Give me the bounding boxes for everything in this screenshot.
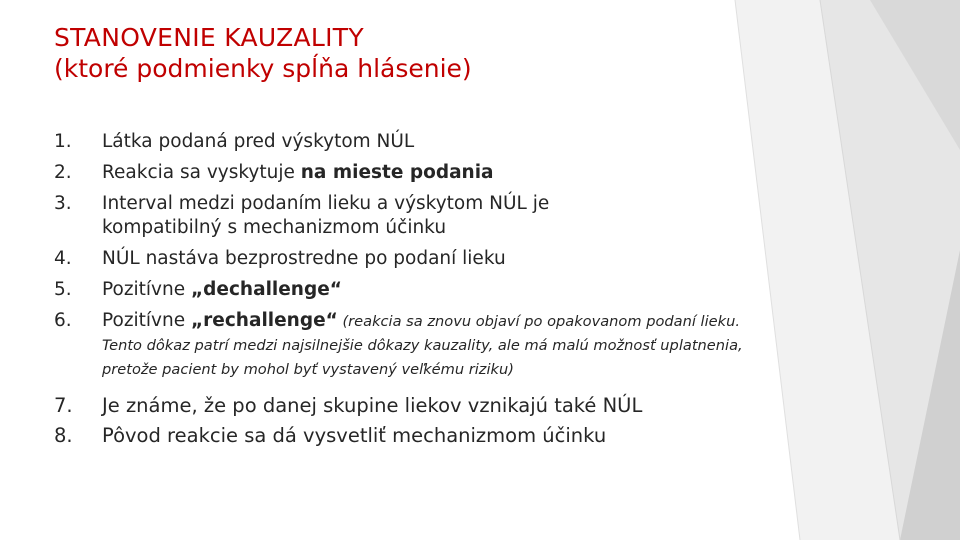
list-item bbox=[54, 192, 754, 240]
item-text: Interval medzi podaním lieku a výskytom NÚL je kompatibilný s mechanizmom účinku bbox=[102, 193, 550, 238]
item-number: 3. bbox=[54, 193, 72, 214]
item-text-bold: „rechallenge“ bbox=[191, 310, 338, 331]
item-number: 1. bbox=[54, 131, 72, 152]
item-text bbox=[102, 161, 754, 185]
item-number: 8. bbox=[54, 424, 73, 447]
item-text: Je známe, že po danej skupine liekov vznikajú také NÚL bbox=[102, 394, 643, 417]
list-item bbox=[54, 130, 754, 154]
item-text-bold: na mieste podania bbox=[300, 162, 494, 183]
item-text: Látka podaná pred výskytom NÚL bbox=[102, 131, 415, 152]
item-number: 2. bbox=[54, 162, 72, 183]
list-item bbox=[54, 393, 754, 419]
item-number: 6. bbox=[54, 310, 72, 331]
item-text bbox=[102, 309, 754, 381]
list-item bbox=[54, 278, 754, 302]
item-text-plain: Pozitívne bbox=[102, 279, 191, 300]
list-item bbox=[54, 161, 754, 185]
item-text: NÚL nastáva bezprostredne po podaní lieku bbox=[102, 248, 506, 269]
item-text: Pôvod reakcie sa dá vysvetliť mechanizmom účinku bbox=[102, 424, 607, 447]
slide-title bbox=[54, 22, 472, 84]
item-number: 4. bbox=[54, 248, 72, 269]
list-item bbox=[54, 247, 754, 271]
list-item bbox=[54, 423, 754, 449]
item-text-bold: „dechallenge“ bbox=[191, 279, 342, 300]
title-line-1: STANOVENIE KAUZALITY bbox=[54, 23, 364, 52]
item-number: 7. bbox=[54, 394, 73, 417]
item-number: 5. bbox=[54, 279, 72, 300]
list-item bbox=[54, 309, 754, 381]
item-text bbox=[102, 278, 754, 302]
title-line-2: (ktoré podmienky spĺňa hlásenie) bbox=[54, 54, 472, 83]
item-text-plain: Pozitívne bbox=[102, 310, 191, 331]
criteria-list bbox=[54, 130, 754, 453]
item-note: (reakcia sa znovu objaví po opakovanom podaní lieku. Tento dôkaz patrí medzi najsilnejšie dôkazy kauzality, ale má malú možnosť uplatnenia, pretože pacient by mohol byť vystavený veľkému riziku) bbox=[102, 313, 743, 378]
item-text-plain: Reakcia sa vyskytuje bbox=[102, 162, 301, 183]
